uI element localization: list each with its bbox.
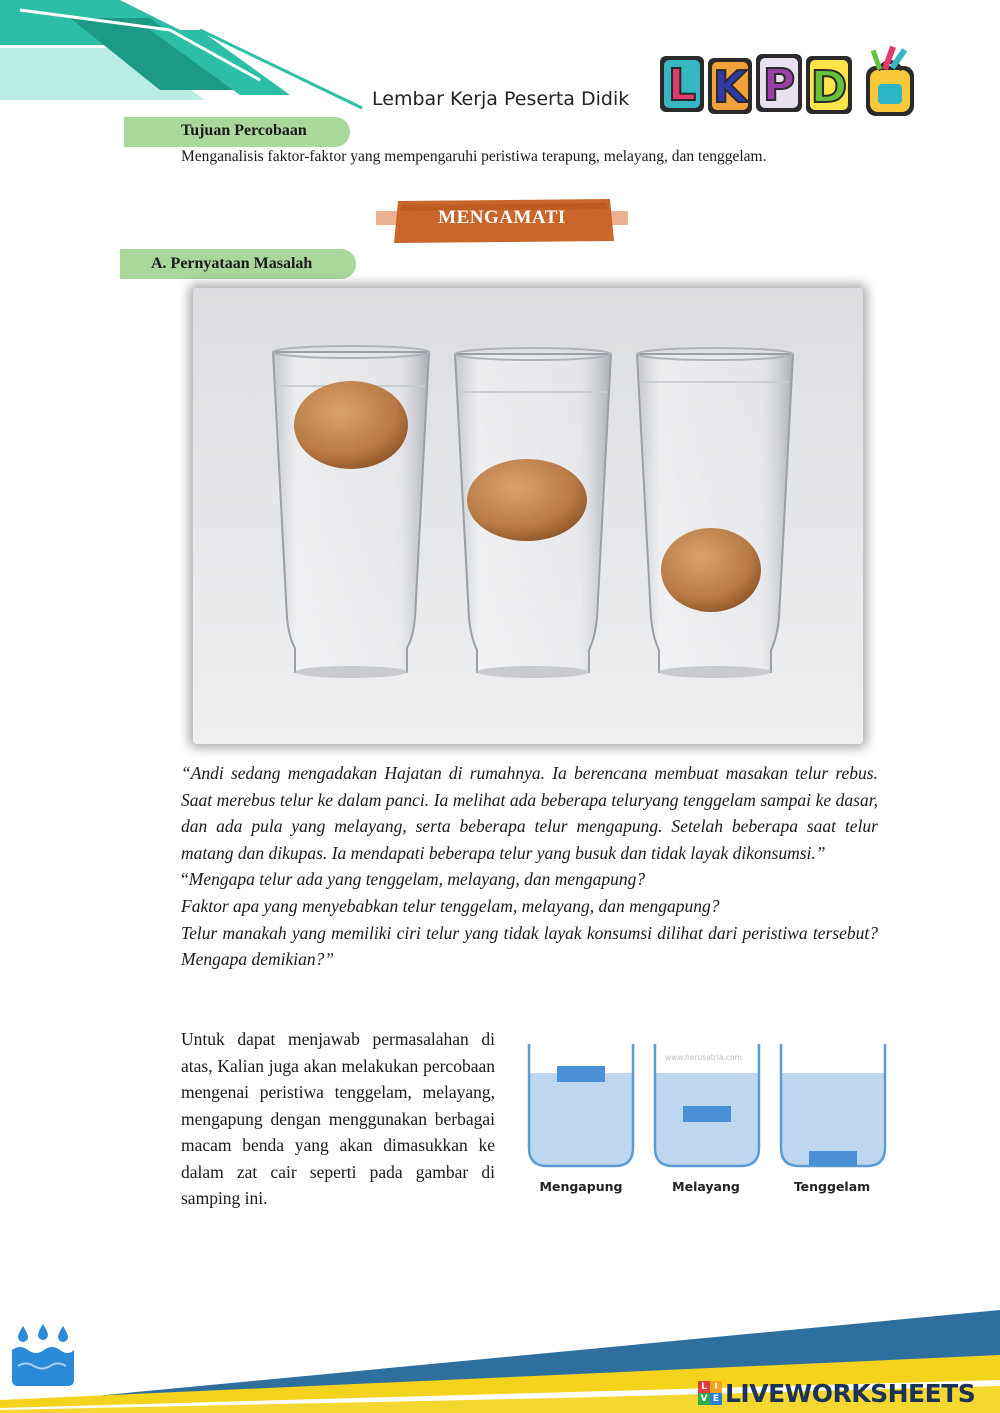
logo-letter-p xyxy=(756,54,802,112)
story-question-1-text: Mengapa telur ada yang tenggelam, melayang, dan mengapung? xyxy=(188,869,646,890)
object-suspended xyxy=(683,1106,731,1122)
section-a-label: A. Pernyataan Masalah xyxy=(151,255,313,272)
liveworksheets-brand xyxy=(698,1378,975,1408)
container-floating xyxy=(529,1044,633,1166)
label-floating: Mengapung xyxy=(539,1179,623,1194)
diagram-watermark: www.herusatria.com xyxy=(665,1053,742,1062)
mark-l: L xyxy=(698,1381,710,1393)
container-sinking xyxy=(781,1044,885,1166)
egg-sinking xyxy=(661,528,761,612)
backpack-icon xyxy=(866,46,914,116)
label-sinking: Tenggelam xyxy=(793,1179,871,1194)
liveworksheets-mark xyxy=(698,1381,722,1405)
logo-p-text: P xyxy=(762,60,796,111)
egg-floating xyxy=(294,381,408,469)
glass-floating xyxy=(273,346,429,678)
story-question-2: Faktor apa yang menyebabkan telur tenggelam, melayang, dan mengapung? xyxy=(181,895,720,916)
logo-letter-k xyxy=(708,58,752,114)
water-tank-icon xyxy=(10,1322,76,1388)
story-question-1-quote: “ xyxy=(181,869,189,890)
story-paragraph: “Andi sedang mengadakan Hajatan di rumahnya. Ia berencana membuat masakan telur rebus. Saat merebus telur ke dalam panci. Ia melihat ada beberapa teluryang tenggelam sampai ke dasar, dan ada pula yang melayang, serta beberapa telur mengapung. Setelah beberapa saat telur matang dan dikupas. Ia mendapati beberapa telur yang busuk dan tidak layak dikonsumsi.” xyxy=(181,763,878,863)
float-suspend-sink-diagram xyxy=(524,1040,890,1200)
logo-l-text: L xyxy=(667,60,697,111)
mark-v: V xyxy=(698,1393,710,1405)
glass-suspended xyxy=(455,348,611,678)
header-decoration xyxy=(0,0,380,120)
lkpd-logo xyxy=(656,44,928,126)
banner-label: MENGAMATI xyxy=(438,207,566,228)
egg-glasses-photo xyxy=(193,288,863,744)
story-question-1 xyxy=(181,866,878,893)
problem-story xyxy=(181,760,878,973)
goal-label: Tujuan Percobaan xyxy=(181,122,307,139)
header-title: Lembar Kerja Peserta Didik xyxy=(372,88,630,110)
object-floating xyxy=(557,1066,605,1082)
egg-glasses-illustration xyxy=(193,288,863,744)
container-suspended xyxy=(655,1044,759,1166)
logo-k-text: K xyxy=(712,62,748,113)
goal-text: Menganalisis faktor-faktor yang mempengaruhi peristiwa terapung, melayang, dan tenggelam. xyxy=(181,148,767,165)
mark-i: I xyxy=(710,1381,722,1393)
liveworksheets-text: LIVEWORKSHEETS xyxy=(725,1378,976,1408)
observe-banner xyxy=(372,197,632,247)
egg-suspended xyxy=(467,459,587,541)
logo-letter-l xyxy=(660,56,704,112)
glass-sinking xyxy=(637,348,793,678)
story-question-3: Telur manakah yang memiliki ciri telur yang tidak layak konsumsi dilihat dari peristiwa tersebut? Mengapa demikian?” xyxy=(181,922,878,970)
object-sinking xyxy=(809,1151,857,1166)
mark-e: E xyxy=(710,1393,722,1405)
label-suspended: Melayang xyxy=(672,1179,740,1194)
experiment-explanation: Untuk dapat menjawab permasalahan di atas, Kalian juga akan melakukan percobaan mengenai peristiwa tenggelam, melayang, mengapung dengan menggunakan berbagai macam benda yang akan dimasukkan ke dalam zat cair seperti pada gambar di samping ini. xyxy=(181,1029,495,1208)
logo-letter-d xyxy=(806,56,852,114)
logo-d-text: D xyxy=(810,62,848,113)
